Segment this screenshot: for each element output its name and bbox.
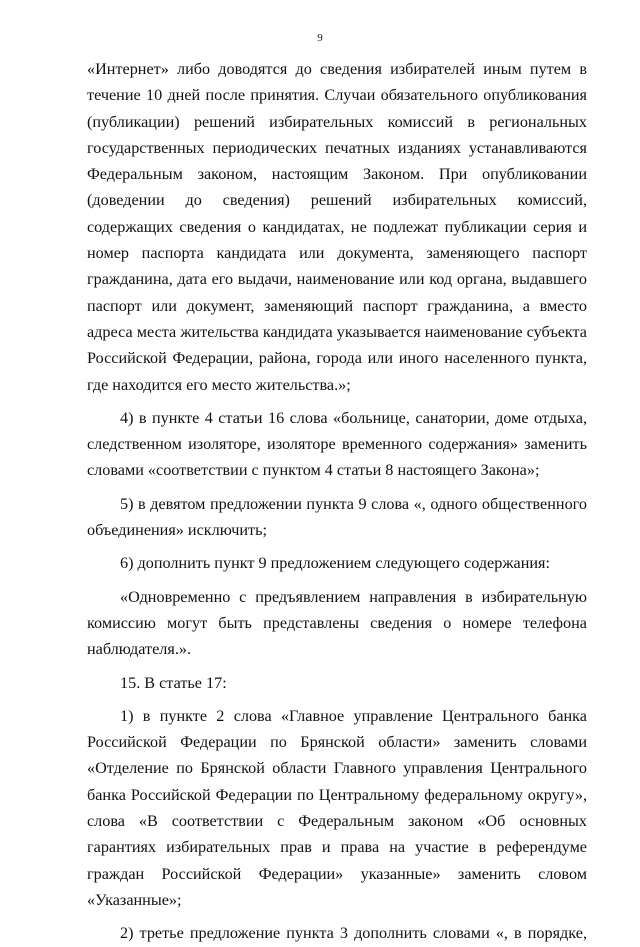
paragraph-item-6: 6) дополнить пункт 9 предложением следующего содержания: — [120, 554, 550, 573]
paragraph-continuation: «Интернет» либо доводятся до сведения избирателей иным путем в течение 10 дней после принятия. Случаи обязательного опубликования (публикации) решений избирательных комиссий в региональных государственных периодических печатных изданиях устанавливаются Федеральным законом, настоящим Законом. При опубликовании (доведении до сведения) решений избирательных комиссий, содержащих сведения о кандидатах, не подлежат публикации серия и номер паспорта кандидата или документа, заменяющего паспорт гражданина, дата его выдачи, наименование или код органа, выдавшего паспорт или документ, заменяющий паспорт гражданина, а вместо адреса места жительства кандидата указывается наименование субъекта Российской Федерации, района, города или иного населенного пункта, где находится его место жительства.»; — [87, 60, 587, 394]
page-number: 9 — [317, 32, 323, 44]
paragraph-quote: «Одновременно с предъявлением направления в избирательную комиссию могут быть представлены сведения о номере телефона наблюдателя.». — [87, 587, 587, 659]
document-body — [87, 56, 587, 947]
paragraph-item-2: 2) третье предложение пункта 3 дополнить словами «, в порядке, — [120, 924, 587, 943]
paragraph-article-15: 15. В статье 17: — [120, 673, 227, 692]
paragraph-item-5: 5) в девятом предложении пункта 9 слова «, одного общественного объединения» исключить; — [87, 494, 587, 540]
paragraph-item-1: 1) в пункте 2 слова «Главное управление Центрального банка Российской Федерации по Брянской области» заменить словами «Отделение по Брянской области Главного управления Центрального банка Российской Федерации по Центральному федеральному округу», слова «В соответствии с Федеральным законом «Об основных гарантиях избирательных прав и права на участие в референдуме граждан Российской Федерации» указанные» заменить словом «Указанные»; — [87, 706, 587, 909]
paragraph-item-4: 4) в пункте 4 статьи 16 слова «больнице, санатории, доме отдыха, следственном изоляторе, изоляторе временного содержания» заменить словами «соответствии с пунктом 4 статьи 8 настоящего Закона»; — [87, 408, 587, 480]
